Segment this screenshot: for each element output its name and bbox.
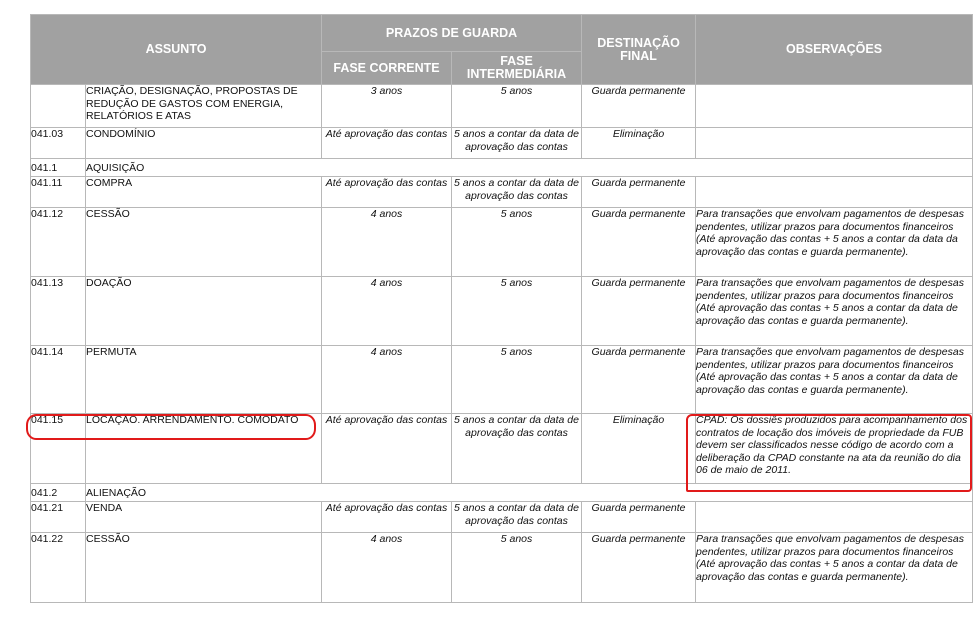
- row-destinacao: Guarda permanente: [582, 346, 696, 414]
- row-fase-intermediaria: 5 anos: [452, 208, 582, 277]
- row-subject: PERMUTA: [86, 346, 322, 414]
- row-fase-intermediaria: 5 anos: [452, 533, 582, 603]
- row-observacoes: CPAD: Os dossiês produzidos para acompanhamento dos contratos de locação dos imóveis de propriedade da FUB devem ser classificados nesse código de acordo com a deliberação da CPAD constante na ata da reunião do dia 06 de maio de 2011.: [696, 414, 973, 484]
- row-code: 041.22: [31, 533, 86, 603]
- row-destinacao: Eliminação: [582, 414, 696, 484]
- row-observacoes: [696, 85, 973, 128]
- row-destinacao: Guarda permanente: [582, 277, 696, 346]
- table-row-group: [31, 159, 973, 177]
- table-row-highlighted: [31, 414, 973, 484]
- row-fase-intermediaria: 5 anos: [452, 277, 582, 346]
- row-fase-intermediaria: 5 anos a contar da data de aprovação das contas: [452, 177, 582, 208]
- header-fase-intermediaria: FASE INTERMEDIÁRIA: [452, 52, 582, 85]
- row-observacoes: Para transações que envolvam pagamentos de despesas pendentes, utilizar prazos para documentos financeiros (Até aprovação das contas + 5 anos a contar da data da aprovação das contas e guarda permanente).: [696, 208, 973, 277]
- row-code: 041.21: [31, 502, 86, 533]
- row-destinacao: Eliminação: [582, 128, 696, 159]
- row-code: [31, 85, 86, 128]
- table-row: [31, 346, 973, 414]
- row-fase-corrente: 4 anos: [322, 277, 452, 346]
- table-row: [31, 128, 973, 159]
- row-destinacao: Guarda permanente: [582, 85, 696, 128]
- row-code: 041.1: [31, 159, 86, 177]
- row-code: 041.03: [31, 128, 86, 159]
- row-subject: DOAÇÃO: [86, 277, 322, 346]
- row-observacoes: [696, 128, 973, 159]
- row-fase-corrente: 4 anos: [322, 346, 452, 414]
- row-fase-corrente: 4 anos: [322, 208, 452, 277]
- row-subject: CESSÃO: [86, 533, 322, 603]
- row-subject: AQUISIÇÃO: [86, 159, 973, 177]
- retention-table: [30, 14, 973, 603]
- row-code: 041.14: [31, 346, 86, 414]
- table-row: [31, 277, 973, 346]
- row-fase-corrente: 4 anos: [322, 533, 452, 603]
- row-code: 041.13: [31, 277, 86, 346]
- table-row: [31, 177, 973, 208]
- row-fase-intermediaria: 5 anos a contar da data de aprovação das contas: [452, 502, 582, 533]
- row-observacoes: [696, 502, 973, 533]
- table-row: [31, 533, 973, 603]
- row-subject: CONDOMÍNIO: [86, 128, 322, 159]
- row-subject: CESSÃO: [86, 208, 322, 277]
- row-fase-intermediaria: 5 anos: [452, 346, 582, 414]
- row-fase-intermediaria: 5 anos a contar da data de aprovação das contas: [452, 414, 582, 484]
- row-observacoes: Para transações que envolvam pagamentos de despesas pendentes, utilizar prazos para documentos financeiros (Até aprovação das contas + 5 anos a contar da data de aprovação das contas e guarda permanente).: [696, 533, 973, 603]
- row-subject: CRIAÇÃO, DESIGNAÇÃO, PROPOSTAS DE REDUÇÃO DE GASTOS COM ENERGIA, RELATÓRIOS E ATAS: [86, 85, 322, 128]
- table-row: [31, 208, 973, 277]
- row-destinacao: Guarda permanente: [582, 502, 696, 533]
- row-destinacao: Guarda permanente: [582, 533, 696, 603]
- row-subject: ALIENAÇÃO: [86, 484, 973, 502]
- row-fase-corrente: Até aprovação das contas: [322, 502, 452, 533]
- row-observacoes: Para transações que envolvam pagamentos de despesas pendentes, utilizar prazos para documentos financeiros (Até aprovação das contas + 5 anos a contar da data de aprovação das contas e guarda permanente).: [696, 277, 973, 346]
- row-fase-intermediaria: 5 anos a contar da data de aprovação das contas: [452, 128, 582, 159]
- table-row: [31, 502, 973, 533]
- row-code: 041.2: [31, 484, 86, 502]
- table-row: [31, 85, 973, 128]
- row-fase-corrente: Até aprovação das contas: [322, 177, 452, 208]
- row-fase-corrente: Até aprovação das contas: [322, 414, 452, 484]
- table-row-group: [31, 484, 973, 502]
- header-observacoes: OBSERVAÇÕES: [696, 15, 973, 85]
- row-subject: COMPRA: [86, 177, 322, 208]
- row-subject: VENDA: [86, 502, 322, 533]
- header-assunto: ASSUNTO: [31, 15, 322, 85]
- row-fase-corrente: Até aprovação das contas: [322, 128, 452, 159]
- row-destinacao: Guarda permanente: [582, 177, 696, 208]
- row-observacoes: [696, 177, 973, 208]
- row-observacoes: Para transações que envolvam pagamentos de despesas pendentes, utilizar prazos para documentos financeiros (Até aprovação das contas + 5 anos a contar da data de aprovação das contas e guarda permanente).: [696, 346, 973, 414]
- row-subject: LOCAÇÃO. ARRENDAMENTO. COMODATO: [86, 414, 322, 484]
- header-destinacao-final: DESTINAÇÃO FINAL: [582, 15, 696, 85]
- header-prazos-de-guarda: PRAZOS DE GUARDA: [322, 15, 582, 52]
- header-fase-corrente: FASE CORRENTE: [322, 52, 452, 85]
- row-code: 041.12: [31, 208, 86, 277]
- row-fase-intermediaria: 5 anos: [452, 85, 582, 128]
- row-fase-corrente: 3 anos: [322, 85, 452, 128]
- row-destinacao: Guarda permanente: [582, 208, 696, 277]
- row-code: 041.11: [31, 177, 86, 208]
- row-code: 041.15: [31, 414, 86, 484]
